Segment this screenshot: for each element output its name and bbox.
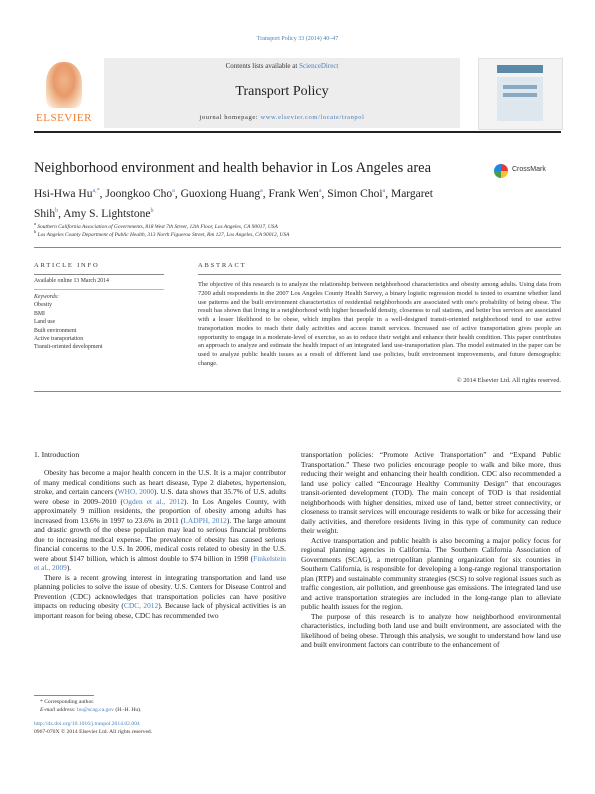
contents-prefix: Contents lists available at <box>225 62 300 70</box>
header-divider <box>34 131 561 133</box>
body-paragraph: Obesity has become a major health concern in the U.S. It is a major contributor of many medical conditions such as heart disease, Type 2 diabetes, hypertension, stroke, and certain cancers (WHO, 2000). U.S. data shows that 35.7% of U.S. adults were obese in 2009–2010 (Ogden et al., 2012). In Los Angeles County, with approximately 9 million residents, the proportion of obesity among adults has increased from 13.6% in 1997 to 23.6% in 2011 (LADPH, 2012). The large amount and drastic growth of the obese population may lead to serious financial problems due to increasing medical expense. The prevalence of obesity has caused serious financial concerns to the U.S. In 2006, medical costs related to obesity in the U.S. were about $147 billion, which is almost double to $74 billion in 1998 (Finkelstein et al., 2009). <box>34 468 287 572</box>
body-left-column <box>34 468 286 620</box>
citation-link[interactable]: LADPH, 2012 <box>183 515 227 525</box>
body-paragraph: Active transportation and public health is also becoming a major policy focus for regional planning agencies in California. The Southern California Association of Governments (SCAG), a metropolitan planning organization for six counties in Southern California, is responsible for developing a long-range regional transportation plan (RTP) and sustainable community strategies (SCS) to solve regional issues such as traffic congestion, air pollution, and greenhouse gas emissions. The integrated land use and active transportation strategies are included in the long-range plan to alleviate public health issues for the region. <box>301 535 561 611</box>
section-heading-introduction: 1. Introduction <box>34 450 80 459</box>
email-line: E-mail address: hu@scag.ca.gov (H.-H. Hu). <box>40 707 142 713</box>
article-identifiers <box>34 720 334 736</box>
author[interactable]: Amy S. Lightstone$^b$ <box>63 207 154 220</box>
article-info-divider <box>34 274 164 275</box>
elsevier-tree-icon <box>46 62 82 108</box>
homepage-link[interactable]: www.elsevier.com/locate/tranpol <box>260 114 365 121</box>
author[interactable]: Frank Wen$^a$ <box>268 187 322 200</box>
citation-link[interactable]: WHO, 2000 <box>117 487 154 496</box>
citation-link[interactable]: Finkelstein et al., 2009 <box>34 553 286 572</box>
author[interactable]: Margaret Shih$^b$ <box>34 187 433 220</box>
crossmark-badge[interactable] <box>494 164 564 180</box>
author[interactable]: Joongkoo Cho$^a$ <box>105 187 175 200</box>
doi-link[interactable]: http://dx.doi.org/10.1016/j.tranpol.2014.02.004 <box>34 721 140 727</box>
crossmark-label: CrossMark <box>512 166 546 173</box>
keyword: Land use <box>34 319 56 326</box>
homepage-prefix: journal homepage: <box>199 114 261 121</box>
sciencedirect-link[interactable]: ScienceDirect <box>299 62 339 70</box>
keyword: Active transportation <box>34 336 84 343</box>
abstract-bottom-divider <box>34 391 561 392</box>
journal-title: Transport Policy <box>235 84 329 99</box>
keyword: Obesity <box>34 302 53 309</box>
footnote-divider <box>34 695 94 696</box>
author[interactable]: Simon Choi$^a$ <box>327 187 386 200</box>
affiliation-divider <box>34 247 561 248</box>
author[interactable]: Guoxiong Huang$^a$ <box>180 187 263 200</box>
running-head[interactable]: Transport Policy 33 (2014) 40–47 <box>256 36 339 42</box>
citation-link[interactable]: CDC, 2012 <box>123 601 159 610</box>
body-right-column <box>301 450 561 650</box>
abstract-copyright: © 2014 Elsevier Ltd. All rights reserved. <box>456 377 561 384</box>
affiliation-a: $^a$ Southern California Association of Governments, 818 West 7th Street, 12th Floor, Los Angeles, CA 90017, USA <box>34 221 278 230</box>
journal-cover-image[interactable] <box>478 58 563 130</box>
crossmark-icon <box>494 164 508 178</box>
body-paragraph: The purpose of this research is to analyze how neighborhood environmental characteristics, including both land use and built environment, are associated with the likelihood of being obese. Through this analysis, we sought to understand how land use and built environment factors can contribute to the enhancement of <box>301 611 561 649</box>
publisher-name: ELSEVIER <box>36 112 92 124</box>
affiliation-b: $^b$ Los Angeles County Department of Public Health, 313 North Figueroa Street, Rm 127, Los Angeles, CA 90012, USA <box>34 229 290 238</box>
abstract-divider <box>198 274 561 275</box>
body-paragraph: There is a recent growing interest in integrating transportation and land use planning policies to solve the issue of obesity. U.S. Centers for Disease Control and Prevention (CDC) acknowledges that transportation policies can have positive impacts on reducing obesity (CDC, 2012). Because lack of physical activities is an important reason for being obese, CDC has recommended two <box>34 572 287 620</box>
email-link[interactable]: hu@scag.ca.gov <box>77 707 114 713</box>
journal-homepage <box>104 114 460 121</box>
contents-line <box>104 62 460 70</box>
corresponding-author: * Corresponding author. <box>40 699 95 705</box>
keywords-label: Keywords: <box>34 294 59 300</box>
issn-line: 0967-070X © 2014 Elsevier Ltd. All rights reserved. <box>34 729 153 735</box>
footnote-corresponding <box>40 698 290 714</box>
author[interactable]: Hsi-Hwa $Hu^{a,*}$ <box>34 187 100 200</box>
article-title: Neighborhood environment and health behavior in Los Angeles area <box>34 160 432 176</box>
available-online: Available online 13 March 2014 <box>34 278 109 284</box>
elsevier-logo[interactable] <box>34 58 94 128</box>
citation-link[interactable]: Ogden et al., 2012 <box>122 496 185 506</box>
keywords-block <box>34 293 164 352</box>
abstract-body: The objective of this research is to analyze the relationship between neighborhood characteristics and obesity among adults. Using data from 7200 adult respondents in the 2007 Los Angeles County Health Survey, a binary logistic regression model is tested to examine whether land use patterns and the built environment characteristics of residential neighborhoods are associated with one's probability of being obese. The result has shown that living in a neighborhood with higher household density, closeness to rail stations, and better bus services are associated with a lesser likelihood to be obese, which implies that people in a well-designed transit-oriented neighborhood tend to use active transportation modes to reach their daily activities and access transit services. Increased use of active transportation gives people an opportunity to engage in a moderate-level of exercise, so as to reduce their weight and enhance their health condition. This paper contributes an approach to analyze and estimate the health impact of an integrated land use-transportation plan. The model estimated in the paper can be used to analyze public health issues as a result of different land use policies, built environment improvements, and future demographic change. <box>198 281 561 367</box>
keyword: Transit-oriented development <box>34 344 103 351</box>
keyword: BMI <box>34 310 45 317</box>
keyword: Built environment <box>34 327 77 334</box>
body-paragraph: transportation policies: “Promote Active Transportation” and “Expand Public Transportation.” These two policies encourage people to walk and bike more, thus reducing their weight and enhancing their health condition. CDC also recommended a land use policy called “Encourage Healthy Community Design” that encourages transit-oriented development (TOD). The main concept of TOD is that residential neighborhoods with higher densities, mixed use of land, better street connectivity, or closeness to transit services will encourage residents to walk or bike for accessing their daily activities, and therefore residents living in this type of community can reduce their weight. <box>301 450 561 535</box>
article-history <box>34 277 164 285</box>
abstract-heading: ABSTRACT <box>198 262 247 269</box>
history-divider <box>34 289 164 290</box>
article-info-heading: ARTICLE INFO <box>34 262 100 269</box>
author-list: Hsi-Hwa $Hu^{a,*}$, Joongkoo Cho$^a$, Guoxiong Huang$^a$, Frank Wen$^a$, Simon Choi$^a$, Margaret Shih$^b$, Amy S. Lightstone$^b$ <box>34 187 433 220</box>
